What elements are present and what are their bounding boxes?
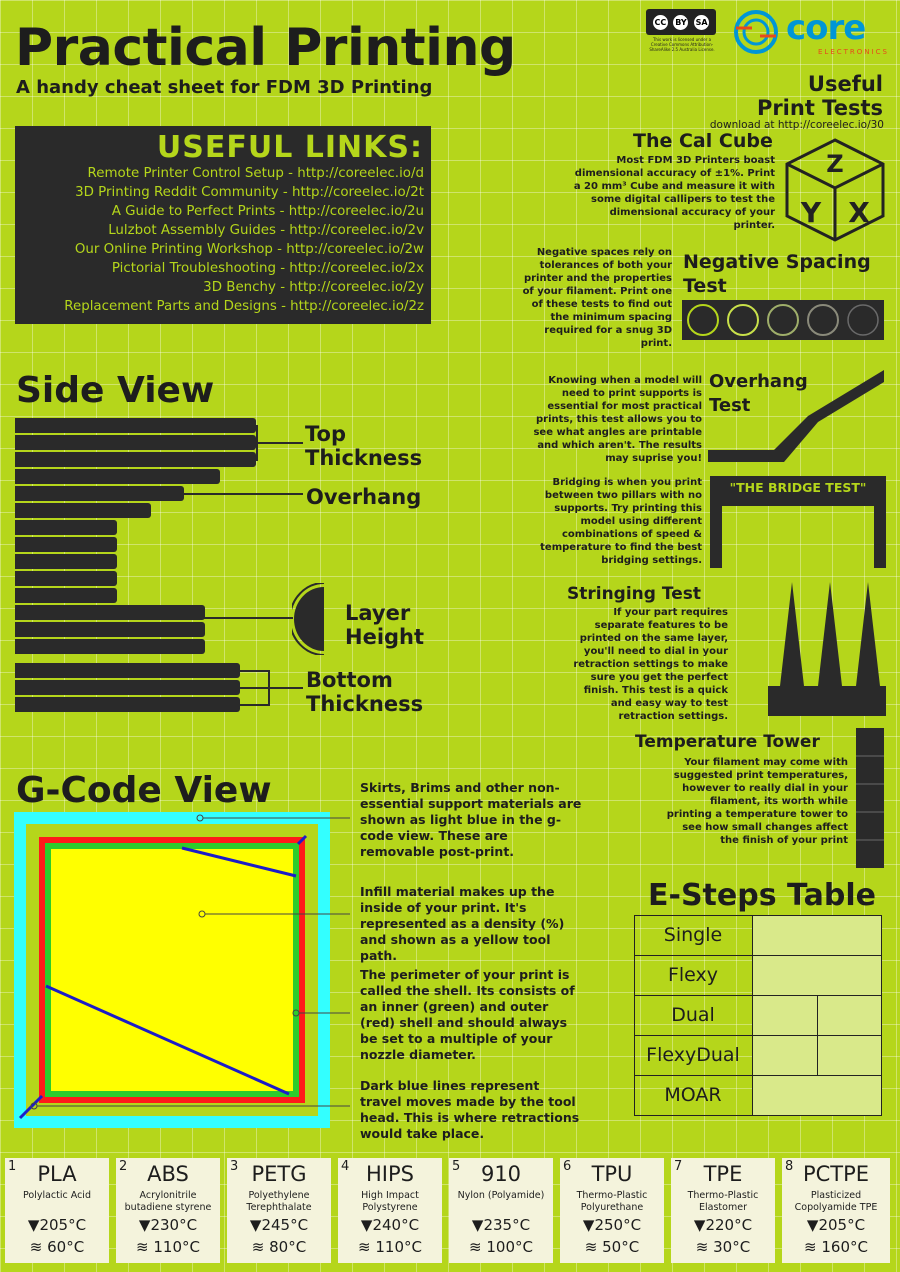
infill-note: Infill material makes up the inside of your print. It's represented as a density (%) and shown as a yellow tool path. [360,884,565,963]
overhang-test-title: Overhang Test [709,371,808,416]
material-fullname: High Impact Polystyrene [361,1190,419,1213]
bed-temp: 30°C [713,1238,751,1256]
material-card: 1 PLA Polylactic Acid ▼205°C ≋ 60°C [5,1158,109,1263]
nozzle-temp: 235°C [483,1216,531,1234]
nozzle-temp: 245°C [261,1216,309,1234]
material-card: 5 910 Nylon (Polyamide) ▼235°C ≋ 100°C [449,1158,553,1263]
nozzle-icon: ▼ [806,1216,819,1234]
nozzle-icon: ▼ [471,1216,484,1234]
nozzle-temp: 205°C [39,1216,87,1234]
side-view-heading: Side View [16,370,215,411]
bed-temp: 100°C [486,1238,533,1256]
skirt-note: Skirts, Brims and other non-essential support materials are shown as light blue in the g-code view. These are removable post-print. [360,780,582,859]
material-card: 8 PCTPE Plasticized Copolyamide TPE ▼205°C ≋ 160°C [782,1158,890,1263]
nozzle-temp: 250°C [594,1216,642,1234]
material-card: 3 PETG Polyethylene Terephthalate ▼245°C ≋ 80°C [227,1158,331,1263]
material-name: TPE [703,1162,743,1186]
link-item[interactable]: Our Online Printing Workshop - http://coreelec.io/2w [74,242,424,257]
material-card: 4 HIPS High Impact Polystyrene ▼240°C ≋ 110°C [338,1158,442,1263]
negative-spacing-title: Negative Spacing Test [683,251,871,297]
heated-bed-icon: ≋ [695,1238,714,1256]
useful-links-heading: USEFUL LINKS: [156,130,423,165]
temperature-tower-icon [856,728,884,868]
bed-temp: 60°C [47,1238,85,1256]
material-fullname: Polylactic Acid [23,1190,91,1201]
esteps-row-label: MOAR [664,1084,722,1106]
nozzle-icon: ▼ [693,1216,706,1234]
material-name: HIPS [366,1162,414,1186]
travel-note: Dark blue lines represent travel moves made by the tool head. This is where retractions would take place. [360,1078,580,1141]
bed-temp: 110°C [375,1238,422,1256]
temperature-tower-text: Your filament may come with suggested print temperatures, however to really dial in your filament, its worth while printing a temperature tower to see how small changes affect the finish of your print [666,757,848,846]
brand-tagline: ELECTRONICS [818,48,889,56]
cube-letter-x: X [848,196,870,229]
heated-bed-icon: ≋ [29,1238,48,1256]
nozzle-temp: 230°C [150,1216,198,1234]
bed-temp: 50°C [602,1238,640,1256]
esteps-value-cell[interactable] [752,1035,819,1076]
esteps-value-cell[interactable] [752,1075,882,1116]
useful-links-panel [15,126,431,324]
stringing-test-icon [768,582,886,716]
nozzle-temp: 240°C [372,1216,420,1234]
esteps-value-cell[interactable] [817,995,882,1036]
stringing-test-title: Stringing Test [567,584,701,604]
esteps-value-cell[interactable] [752,995,819,1036]
material-name: TPU [591,1162,633,1186]
material-name: 910 [480,1162,522,1186]
material-fullname: Polyethylene Terephthalate [246,1190,312,1213]
bed-temp: 110°C [153,1238,200,1256]
link-item[interactable]: A Guide to Perfect Prints - http://coreelec.io/2u [111,204,424,219]
nozzle-icon: ▼ [360,1216,373,1234]
layer-height-label: Layer Height [345,601,425,649]
link-item[interactable]: 3D Benchy - http://coreelec.io/2y [203,280,424,295]
print-tests-heading: Useful Print Tests [756,72,883,120]
overhang-test-text: Knowing when a model will need to print supports is essential for most practical prints, this test allows you to see what angles are printable and which aren't. The results may suprise you! [533,375,702,464]
material-name: PLA [37,1162,77,1186]
link-item[interactable]: Pictorial Troubleshooting - http://coreelec.io/2x [111,261,424,276]
negative-spacing-icon [682,300,884,340]
esteps-row-label: Single [663,924,723,946]
useful-links-list [64,164,424,316]
nozzle-icon: ▼ [582,1216,595,1234]
heated-bed-icon: ≋ [251,1238,270,1256]
heated-bed-icon: ≋ [358,1238,376,1256]
gcode-diagram [14,812,350,1132]
nozzle-icon: ▼ [27,1216,40,1234]
link-item[interactable]: Remote Printer Control Setup - http://coreelec.io/d [87,166,424,181]
material-name: PETG [251,1162,307,1186]
nozzle-icon: ▼ [138,1216,151,1234]
material-fullname: Plasticized Copolyamide TPE [794,1190,878,1213]
nozzle-icon: ▼ [249,1216,262,1234]
cal-cube-icon [783,138,887,242]
material-name: PCTPE [802,1162,870,1186]
nozzle-temp: 205°C [818,1216,866,1234]
shell-note: The perimeter of your print is called the shell. Its consists of an inner (green) and outer (red) shell and should always be set to a multiple of your nozzle diameter. [360,967,575,1062]
cal-cube-title: The Cal Cube [633,130,773,152]
core-electronics-logo[interactable] [732,8,892,56]
overhang-label: Overhang [306,485,422,509]
cal-cube-text: Most FDM 3D Printers boast dimensional accuracy of ±1%. Print a 20 mm³ Cube and measure it with some digital callipers to test the dimensional accuracy of your printer. [573,155,775,231]
bridge-test-text: Bridging is when you print between two pillars with no supports. Try printing this model using different combinations of speed & temperature to find the best bridging settings. [540,477,702,566]
cube-letter-y: Y [800,196,822,229]
bottom-thickness-label: Bottom Thickness [306,668,424,716]
esteps-value-cell[interactable] [752,915,882,956]
infill-path [51,849,293,1091]
link-item[interactable]: Replacement Parts and Designs - http://coreelec.io/2z [64,299,424,314]
brand-name: core [786,8,866,48]
heated-bed-icon: ≋ [584,1238,603,1256]
esteps-row-label: Flexy [667,964,719,986]
heated-bed-icon: ≋ [469,1238,487,1256]
material-fullname: Nylon (Polyamide) [457,1190,545,1201]
esteps-heading: E-Steps Table [648,878,876,913]
nozzle-temp: 220°C [705,1216,753,1234]
esteps-row-label: FlexyDual [646,1044,740,1066]
globe-icon [732,8,780,56]
layer-height-caliper-icon [292,583,332,655]
license-text: This work is licensed under a Creative Commons Attribution-ShareAlike 2.5 Australia License. [649,37,715,52]
heated-bed-icon: ≋ [804,1238,822,1256]
materials-strip [5,1158,895,1266]
material-fullname: Thermo-Plastic Polyurethane [576,1190,648,1213]
cc-license-icon: CC BY SA [646,9,716,35]
cube-letter-z: Z [826,150,844,178]
top-thickness-label: Top Thickness [305,422,423,470]
bridge-test-icon [710,476,886,568]
bed-temp: 160°C [821,1238,868,1256]
esteps-value-cell[interactable] [817,1035,882,1076]
material-card: 2 ABS Acrylonitrile butadiene styrene ▼230°C ≋ 110°C [116,1158,220,1263]
overhang-test-icon [708,364,886,464]
page-subtitle: A handy cheat sheet for FDM 3D Printing [16,77,433,98]
heated-bed-icon: ≋ [136,1238,154,1256]
bed-temp: 80°C [269,1238,307,1256]
stringing-test-text: If your part requires separate features to be printed on the same layer, you'll need to dial in your retraction settings to make sure you get the perfect finish. This test is a quick and easy way to test retraction settings. [573,607,728,722]
negative-spacing-text: Negative spaces rely on tolerances of both your printer and the properties of your filament. Print one of these tests to find out the minimum spacing required for a snug 3D print. [522,247,672,349]
material-name: ABS [147,1162,189,1186]
esteps-table [634,915,884,1115]
esteps-value-cell[interactable] [752,955,882,996]
material-fullname: Acrylonitrile butadiene styrene [124,1190,212,1213]
bridge-test-label: "THE BRIDGE TEST" [729,480,867,495]
link-item[interactable]: Lulzbot Assembly Guides - http://coreelec.io/2v [108,223,424,238]
gcode-view-heading: G-Code View [16,770,272,811]
esteps-row-label: Dual [671,1004,715,1026]
material-fullname: Thermo-Plastic Elastomer [687,1190,759,1213]
link-item[interactable]: 3D Printing Reddit Community - http://coreelec.io/2t [75,185,424,200]
material-card: 7 TPE Thermo-Plastic Elastomer ▼220°C ≋ 30°C [671,1158,775,1263]
temperature-tower-title: Temperature Tower [635,732,820,752]
material-card: 6 TPU Thermo-Plastic Polyurethane ▼250°C ≋ 50°C [560,1158,664,1263]
tests-download-link[interactable]: download at http://coreelec.io/30 [709,119,884,131]
cc-license[interactable] [646,9,724,65]
page-title: Practical Printing [15,18,516,78]
